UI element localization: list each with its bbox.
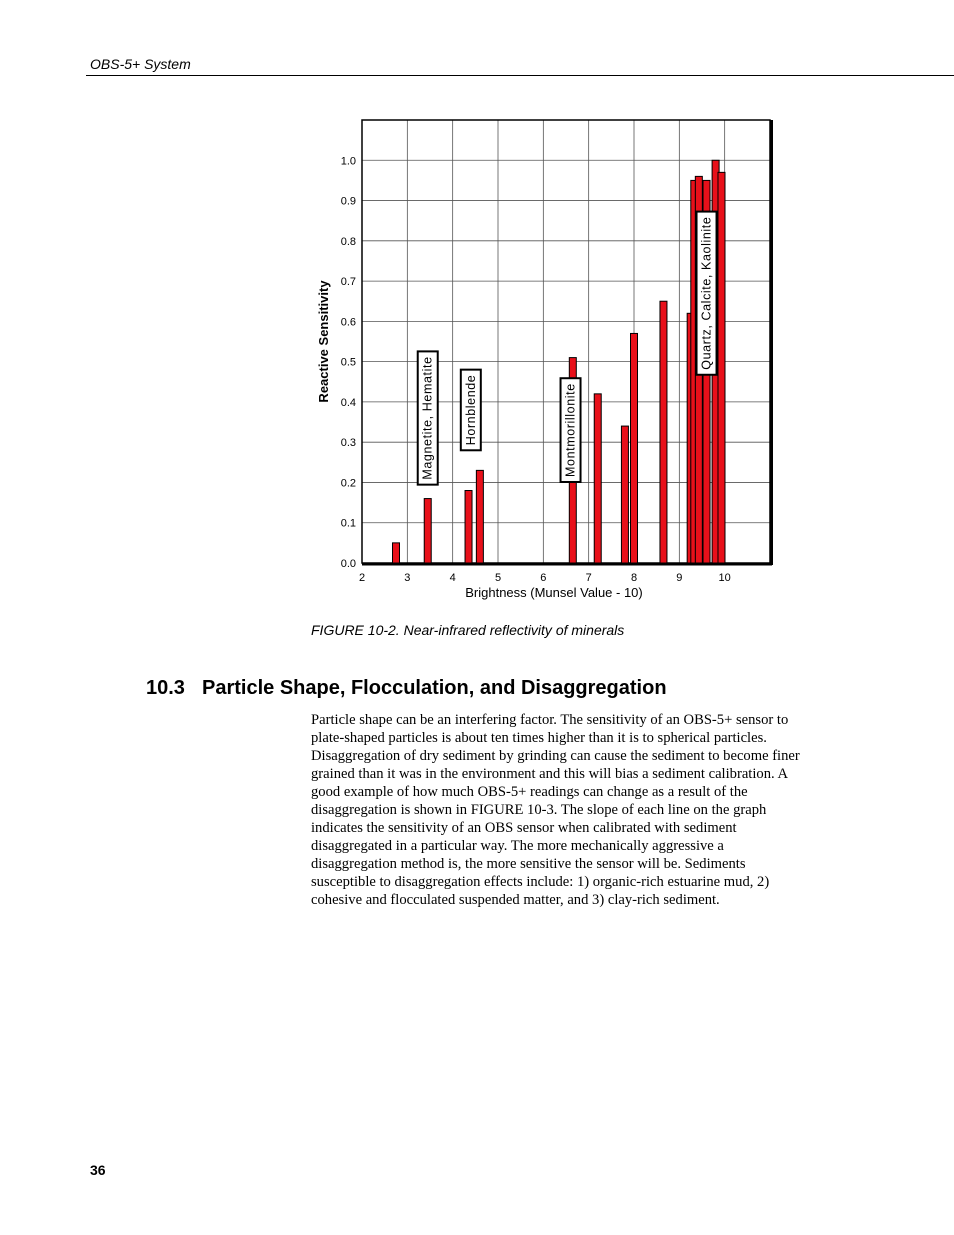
- bar: [465, 491, 472, 563]
- x-tick-label: 7: [585, 572, 592, 584]
- mineral-label-text: Hornblende: [463, 374, 478, 446]
- y-axis-label: Reactive Sensitivity: [316, 280, 331, 403]
- y-tick-label: 0.9: [340, 195, 356, 208]
- y-tick-label: 0.0: [340, 558, 356, 570]
- mineral-label: [461, 370, 481, 451]
- x-tick-label: 6: [540, 572, 547, 584]
- section-title: Particle Shape, Flocculation, and Disaggregation: [202, 677, 667, 699]
- mineral-label-text: Montmorillonite: [563, 383, 578, 477]
- running-header-title: OBS-5+ System: [90, 56, 191, 72]
- y-tick-label: 0.5: [340, 356, 356, 369]
- y-tick-label: 0.1: [340, 517, 356, 530]
- x-tick-label: 8: [630, 572, 638, 584]
- bar: [660, 301, 667, 563]
- bar: [594, 394, 601, 563]
- bar: [631, 333, 638, 563]
- mineral-label-text: Magnetite, Hematite: [420, 356, 435, 480]
- mineral-label: [418, 351, 438, 484]
- body-paragraph: Particle shape can be an interfering factor. The sensitivity of an OBS-5+ sensor to plate-shaped particles is about ten times higher than it is to spherical particles. Disaggregation of dry sediment by grinding can cause the sediment to become finer grained than it was in the environment and this will bias a sediment calibration. A good example of how much OBS-5+ readings can change as a result of the disaggregation is shown in FIGURE 10-3. The slope of each line on the graph indicates the sensitivity of an OBS sensor when calibrated with sediment disaggregated in a particular way. The more mechanically aggressive a disaggregation method is, the more sensitive the sensor will be. Sediments susceptible to disaggregation effects include: 1) organic-rich estuarine mud, 2) cohesive and flocculated suspended matter, and 3) clay-rich sediment.: [311, 712, 800, 908]
- section-heading: [146, 677, 667, 700]
- bar: [476, 470, 483, 563]
- y-tick-label: 0.8: [340, 235, 356, 248]
- bar: [424, 499, 431, 563]
- mineral-reflectivity-chart: [300, 110, 780, 610]
- x-tick-label: 10: [718, 572, 731, 584]
- bar: [718, 172, 725, 563]
- y-tick-label: 0.3: [340, 437, 356, 450]
- mineral-label: [561, 378, 581, 482]
- section-number: 10.3: [146, 677, 185, 699]
- figure-caption: FIGURE 10-2. Near-infrared reflectivity of minerals: [311, 622, 625, 638]
- x-tick-label: 9: [676, 572, 683, 584]
- y-tick-label: 0.6: [340, 316, 356, 329]
- mineral-label: [697, 212, 717, 375]
- bar: [621, 426, 628, 563]
- mineral-label-text: Quartz, Calcite, Kaolinite: [699, 216, 714, 370]
- x-tick-label: 2: [358, 572, 366, 584]
- y-tick-label: 0.7: [340, 276, 356, 289]
- page-number: 36: [90, 1162, 106, 1178]
- y-tick-label: 1.0: [340, 155, 356, 168]
- x-tick-label: 4: [449, 572, 456, 584]
- x-axis-label: Brightness (Munsel Value - 10): [465, 585, 643, 600]
- header-divider: [86, 75, 954, 76]
- y-tick-label: 0.2: [340, 477, 356, 490]
- x-tick-label: 5: [494, 572, 502, 584]
- figure-chart-container: [300, 110, 780, 610]
- y-tick-label: 0.4: [340, 396, 356, 409]
- bar: [393, 543, 400, 563]
- x-tick-label: 3: [404, 572, 411, 584]
